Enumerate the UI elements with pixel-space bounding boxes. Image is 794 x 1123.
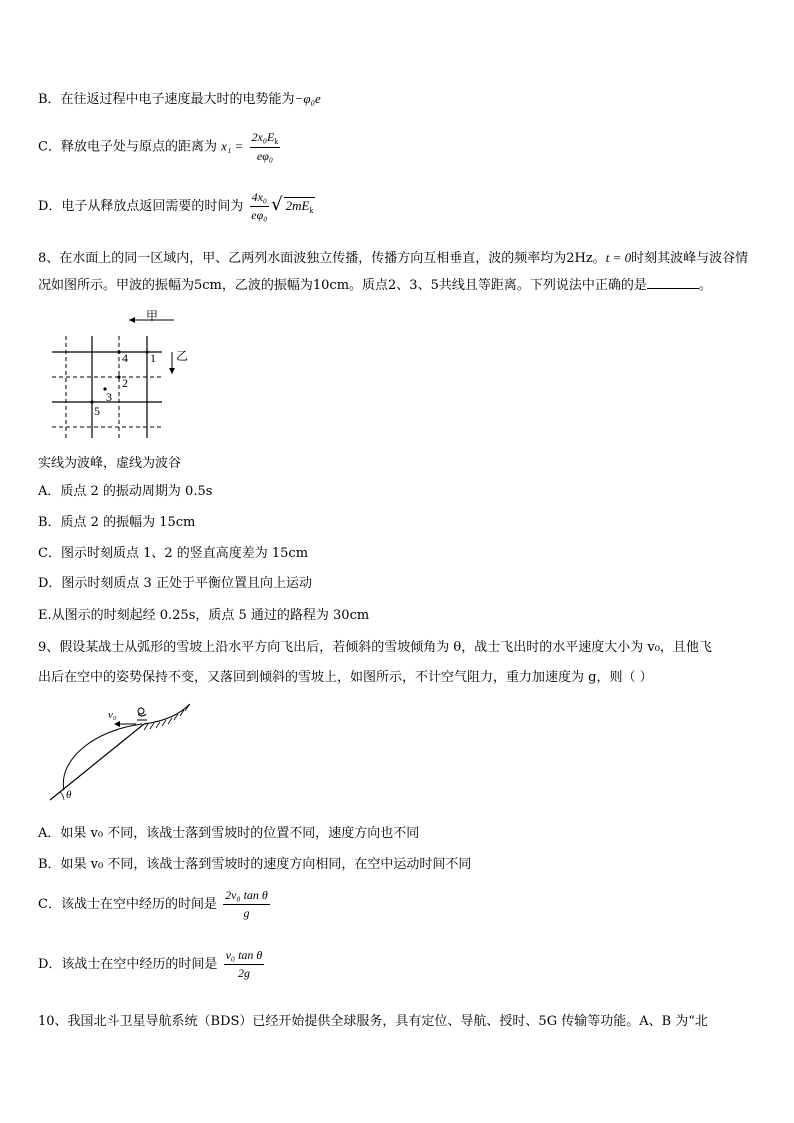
label-yi: 乙 (176, 349, 189, 363)
q9-option-d-fraction (224, 948, 265, 981)
q7-option-d: D．电子从释放点返回需要的时间为 $\frac{\text{4x₀}}{\text{eφ₀}}$ √ $2mE_k$ (38, 190, 314, 222)
q7-option-d-num: 4x₀ (250, 190, 270, 207)
q9-option-d-num: v₀ tan θ (224, 948, 265, 965)
point-1 (145, 350, 148, 353)
q8-stem-c: 与波谷情况如图所示。甲波的振幅为5cm，乙波的振幅为10cm。质点2、3、5共线且等距离。下列说法中正确的是 (38, 251, 749, 293)
point-2-label: 2 (122, 376, 128, 390)
q9-option-b: B．如果 v₀ 不同，该战士落到雪坡时的速度方向相同，在空中运动时间不同 (38, 857, 472, 872)
point-5-label: 5 (94, 404, 100, 418)
q8-stem-b: 时刻其波峰 (631, 251, 697, 266)
q9-option-a: A．如果 v₀ 不同，该战士落到雪坡时的位置不同，速度方向也不同 (38, 826, 420, 841)
point-4-label: 4 (122, 351, 128, 365)
q9-option-c-num: 2v₀ tan θ (223, 888, 270, 905)
q8-option-c: C．图示时刻质点 1、2 的竖直高度差为 15cm (38, 546, 309, 561)
q8-option-e: E.从图示的时刻起经 0.25s，质点 5 通过的路程为 30cm (38, 608, 370, 623)
q8-option-d: D．图示时刻质点 3 正处于平衡位置且向上运动 (38, 576, 312, 591)
q8-stem-t: t = 0 (605, 250, 632, 265)
v0-arrow-head (114, 721, 120, 727)
q8-answer-blank[interactable] (647, 276, 699, 289)
q9-option-d-text: D．该战士在空中经历的时间是 (38, 957, 218, 972)
point-3-label: 3 (106, 390, 112, 404)
q7-option-c-fraction: $\frac{2x_0E_k}{\text{eφ₀}}$ (251, 130, 279, 163)
v0-label: v₀ (108, 709, 117, 721)
q8-option-b: B．质点 2 的振幅为 15cm (38, 515, 196, 530)
q7-option-b-math: −φ₀e (294, 91, 321, 106)
q9-stem-line2: 出后在空中的姿势保持不变，又落回到倾斜的雪坡上，如图所示，不计空气阻力，重力加速度为 g，则（ ） (38, 670, 653, 685)
q8-wave-figure (38, 308, 198, 448)
skier-icon (137, 714, 147, 720)
q9-option-c-text: C．该战士在空中经历的时间是 (38, 897, 217, 912)
theta-arc (60, 792, 64, 800)
point-2 (117, 375, 120, 378)
q7-option-c-den: eφ₀ (256, 149, 274, 163)
point-1-label: 1 (150, 351, 156, 365)
q9-option-d (38, 948, 266, 981)
theta-label: θ (66, 789, 72, 801)
q7-option-c-num: 2x₀E (251, 130, 275, 144)
label-jia: 甲 (146, 309, 159, 323)
q7-option-d-fraction (250, 190, 270, 223)
q7-option-d-sqrt: 2mE (285, 198, 310, 213)
q9-option-c-den: g (243, 906, 250, 920)
q7-option-d-text: D．电子从释放点返回需要的时间为 (38, 199, 244, 214)
q7-option-d-den: eφ₀ (251, 208, 268, 222)
q8-option-a: A．质点 2 的振动周期为 0.5s (38, 484, 213, 499)
q9-ski-slope-figure (44, 700, 204, 810)
q7-option-c-text: C．释放电子处与原点的距离为 (38, 139, 217, 155)
slope-hatching (144, 705, 189, 730)
q7-option-b (38, 88, 321, 107)
q9-option-d-den: 2g (237, 966, 250, 980)
yi-arrow-head (169, 368, 175, 374)
q8-stem-end: 。 (698, 278, 712, 293)
jia-arrow-head (129, 317, 135, 323)
q9-stem-line1: 9、假设某战士从弧形的雪坡上沿水平方向飞出后，若倾斜的雪坡倾角为 θ，战士飞出时的水平速度大小为 v₀，且他飞 (38, 640, 712, 655)
q7-option-c-lhs: x₁ = (221, 138, 244, 154)
q7-option-c (38, 130, 282, 164)
q8-figure-caption: 实线为波峰，虚线为波谷 (38, 456, 182, 471)
q8-stem-a: 8、在水面上的同一区域内，甲、乙两列水面波独立传播，传播方向互相垂直，波的频率均为2Hz。 (38, 251, 606, 266)
q9-option-c-fraction (223, 888, 270, 921)
q7-option-b-text: B．在往返过程中电子速度最大时的电势能为 (38, 92, 295, 107)
skier-head (138, 708, 144, 714)
point-4 (117, 350, 120, 353)
q8-stem (38, 244, 760, 299)
arc-slope (144, 704, 190, 724)
q9-option-c (38, 888, 272, 921)
q10-stem: 10、我国北斗卫星导航系统（BDS）已经开始提供全球服务，具有定位、导航、授时、5G 传输等功能。A、B 为“北 (38, 1014, 708, 1029)
